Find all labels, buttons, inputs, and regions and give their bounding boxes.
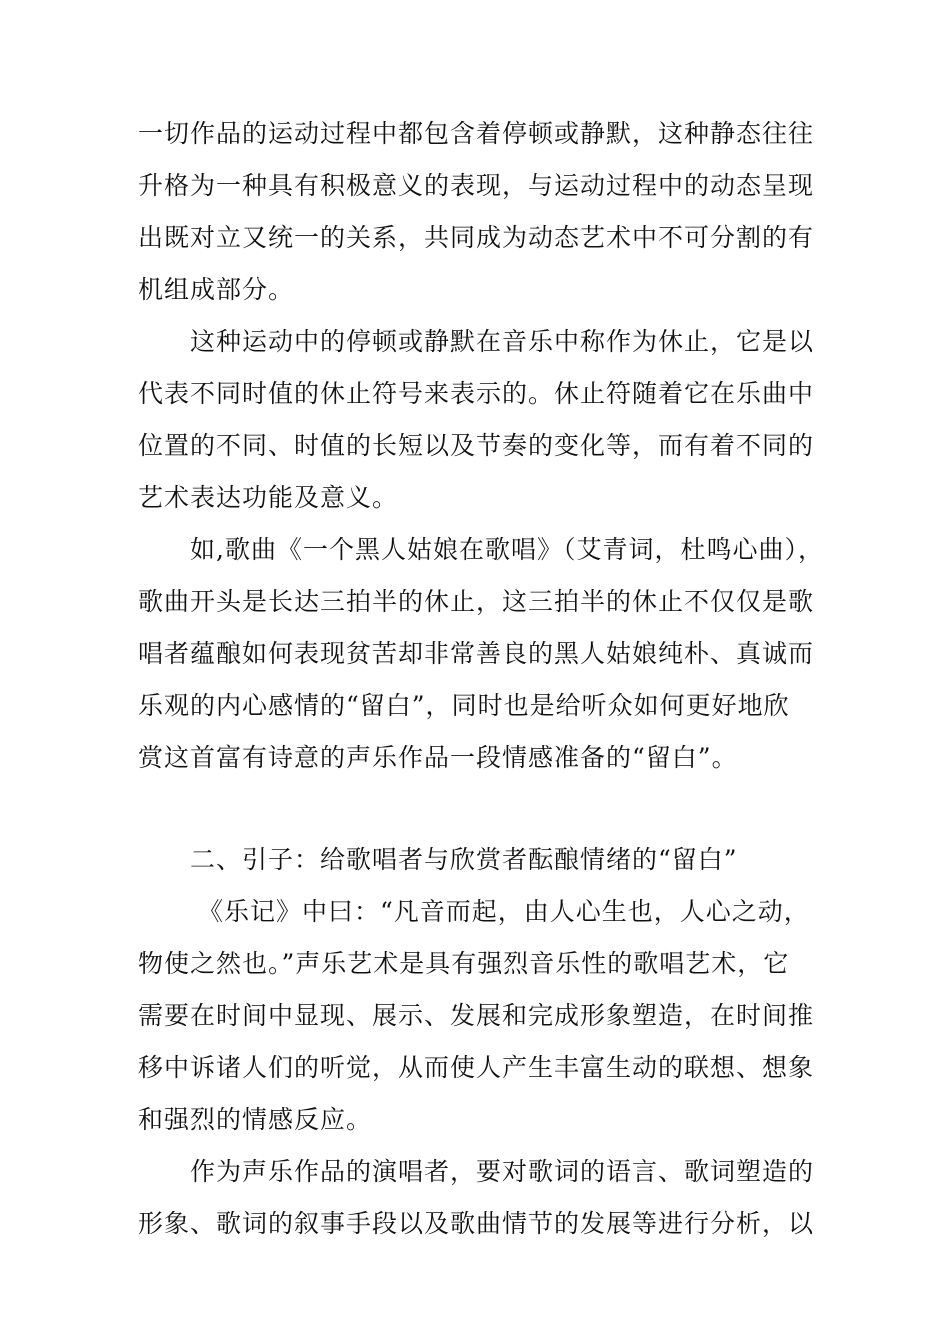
paragraph-1 bbox=[138, 108, 828, 316]
text-line: 代表不同时值的休止符号来表示的。休止符随着它在乐曲中 bbox=[138, 379, 815, 408]
text-line: 唱者蕴酿如何表现贫苦却非常善良的黑人姑娘纯朴、真诚而 bbox=[138, 639, 815, 668]
text-line: 歌曲开头是长达三拍半的休止，这三拍半的休止不仅仅是歌 bbox=[138, 587, 815, 616]
text-line: 移中诉诸人们的听觉，从而使人产生丰富生动的联想、想象 bbox=[138, 1053, 815, 1082]
text-line: 位置的不同、时值的长短以及节奏的变化等，而有着不同的 bbox=[138, 431, 815, 460]
text-line: 这种运动中的停顿或静默在音乐中称作为休止，它是以 bbox=[190, 327, 815, 356]
text-line: 乐观的内心感情的“留白”，同时也是给听众如何更好地欣 bbox=[138, 691, 790, 720]
document-body bbox=[138, 108, 828, 1250]
text-line: 和强烈的情感反应。 bbox=[138, 1105, 373, 1134]
paragraph-3 bbox=[138, 524, 828, 784]
section-heading bbox=[138, 834, 828, 886]
text-line: 需要在时间中显现、展示、发展和完成形象塑造，在时间推 bbox=[138, 1001, 815, 1030]
text-line: 如,歌曲《一个黑人姑娘在歌唱》（艾青词，杜鸣心曲）， bbox=[190, 535, 824, 564]
text-line: 机组成部分。 bbox=[138, 275, 295, 304]
text-line: 作为声乐作品的演唱者，要对歌词的语言、歌词塑造的 bbox=[190, 1157, 815, 1186]
paragraph-4 bbox=[138, 886, 828, 1146]
text-line: 升格为一种具有积极意义的表现，与运动过程中的动态呈现 bbox=[138, 171, 815, 200]
text-line: 物使之然也。”声乐艺术是具有强烈音乐性的歌唱艺术，它 bbox=[138, 949, 790, 978]
text-line: 一切作品的运动过程中都包含着停顿或静默，这种静态往往 bbox=[138, 119, 815, 148]
paragraph-5 bbox=[138, 1146, 828, 1250]
paragraph-spacer bbox=[138, 784, 828, 834]
text-line: 形象、歌词的叙事手段以及歌曲情节的发展等进行分析，以 bbox=[138, 1209, 815, 1238]
section-heading-text: 二、引子：给歌唱者与欣赏者酝酿情绪的“留白” bbox=[190, 845, 738, 874]
text-line: 出既对立又统一的关系，共同成为动态艺术中不可分割的有 bbox=[138, 223, 815, 252]
paragraph-2 bbox=[138, 316, 828, 524]
text-line: 赏这首富有诗意的声乐作品一段情感准备的“留白”。 bbox=[138, 743, 738, 772]
text-line: 艺术表达功能及意义。 bbox=[138, 483, 399, 512]
text-line: 《乐记》中曰：“凡音而起，由人心生也，人心之动， bbox=[198, 897, 810, 926]
